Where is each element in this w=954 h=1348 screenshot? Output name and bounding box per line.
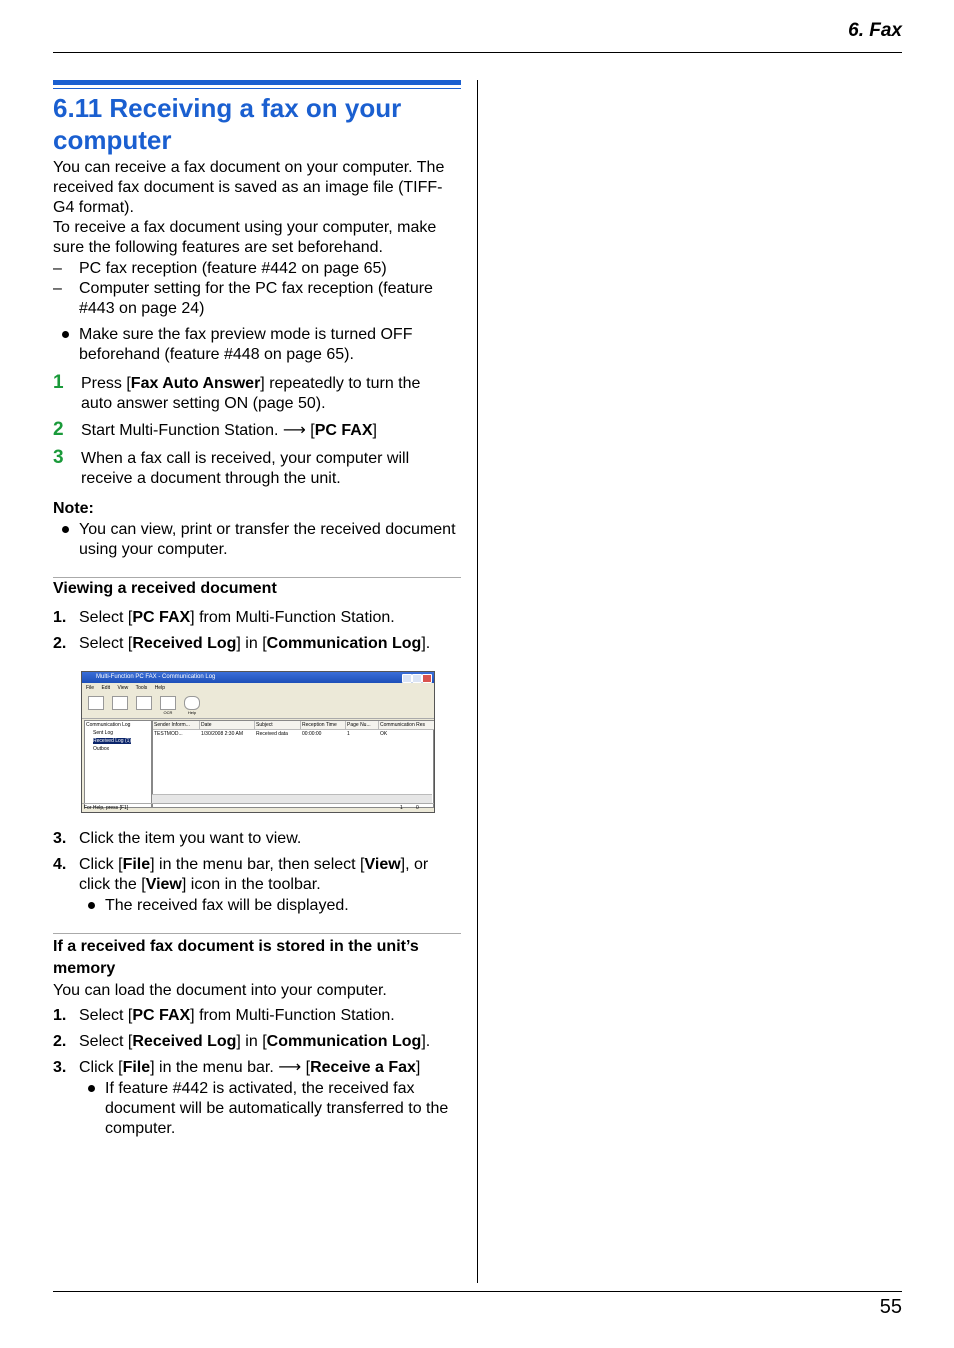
bullet [88, 1085, 95, 1092]
intro-paragraph: You can receive a fax document on your computer. The received fax document is saved as an image file (TIFF- G4 format). To receive a fax document using your computer, make sure the following features are set beforehand. [53, 159, 445, 256]
memory-result: If feature #442 is activated, the received fax document will be automatically transferred to the computer. [105, 1080, 449, 1137]
minimize-icon [402, 674, 412, 683]
section-rule [53, 577, 461, 578]
note-text: You can view, print or transfer the received document using your computer. [79, 521, 456, 558]
memory-step-3: Click [File] in the menu bar. ⟶ [Receive a Fax] [79, 1059, 421, 1076]
viewing-step-4: Click [File] in the menu bar, then select [View], or click the [View] icon in the toolbar. [79, 856, 429, 893]
step-2: Start Multi-Function Station. ⟶ [PC FAX] [81, 422, 377, 439]
list-number: 2. [53, 635, 67, 652]
window-titlebar: Multi-Function PC FAX - Communication Log [82, 672, 434, 683]
ocr-icon: OCR [158, 696, 178, 716]
viewing-step-1: Select [PC FAX] from Multi-Function Station. [79, 609, 395, 626]
horizontal-scrollbar [152, 794, 432, 803]
arrow-icon: ⟶ [282, 422, 306, 439]
step-1: Press [Fax Auto Answer] repeatedly to turn the auto answer setting ON (page 50). [81, 375, 421, 412]
arrow-icon: ⟶ [278, 1059, 302, 1076]
toolbar [82, 694, 434, 719]
heading-line [53, 88, 461, 89]
page-number: 55 [879, 1296, 902, 1318]
memory-title: If a received fax document is stored in the unit’s memory [53, 938, 419, 977]
memory-step-2: Select [Received Log] in [Communication Log]. [79, 1033, 431, 1050]
list-number: 1. [53, 609, 67, 626]
footer-rule [53, 1291, 902, 1292]
menu-file: File [86, 685, 95, 691]
requirement-1: PC fax reception (feature #442 on page 65) [79, 260, 387, 277]
menu-view: View [117, 685, 129, 691]
key-fax-auto-answer: Fax Auto Answer [130, 375, 261, 392]
note-title: Note: [53, 500, 94, 517]
requirement-2: Computer setting for the PC fax reception (feature #443 on page 24) [79, 280, 433, 317]
delete-icon [134, 696, 154, 716]
help-icon: Help [182, 696, 202, 716]
dash-marker: – [53, 280, 62, 297]
log-table: Sender Inform... Date Subject Reception Time Page Nu... Communication Res TESTMOD... 1/30/2008 2:30 AM Received data 00:00:00 1 OK [152, 720, 434, 808]
list-number: 2. [53, 1033, 67, 1050]
menu-tools: Tools [135, 685, 148, 691]
dash-marker: – [53, 260, 62, 277]
step-3: When a fax call is received, your computer will receive a document through the unit. [81, 450, 410, 487]
view-icon [86, 696, 106, 716]
menu-help: Help [154, 685, 165, 691]
maximize-icon [412, 674, 422, 683]
column-divider [477, 80, 478, 1283]
menu-edit: Edit [101, 685, 111, 691]
section-header: 6. Fax [848, 20, 902, 41]
step-number: 2 [53, 419, 64, 440]
step-number: 1 [53, 372, 64, 393]
list-number: 4. [53, 856, 67, 873]
section-rule [53, 933, 461, 934]
heading-bar [53, 80, 461, 85]
viewing-result: The received fax will be displayed. [105, 897, 349, 914]
bullet [62, 331, 69, 338]
preview-mode-note: Make sure the fax preview mode is turned OFF beforehand (feature #448 on page 65). [79, 326, 413, 363]
bullet [88, 902, 95, 909]
viewing-step-2: Select [Received Log] in [Communication Log]. [79, 635, 431, 652]
step-number: 3 [53, 447, 64, 468]
header-rule [53, 52, 902, 53]
memory-intro: You can load the document into your computer. [53, 982, 387, 999]
print-icon [110, 696, 130, 716]
log-tree: Communication Log Sent Log Received Log (1) Outbox [84, 720, 152, 808]
memory-step-1: Select [PC FAX] from Multi-Function Station. [79, 1007, 395, 1024]
list-number: 3. [53, 830, 67, 847]
list-number: 1. [53, 1007, 67, 1024]
page-title: 6.11 Receiving a fax on your computer [53, 93, 402, 155]
close-icon [422, 674, 432, 683]
list-number: 3. [53, 1059, 67, 1076]
bullet [62, 526, 69, 533]
viewing-step-3: Click the item you want to view. [79, 830, 302, 847]
communication-log-screenshot [81, 671, 435, 813]
viewing-title: Viewing a received document [53, 580, 277, 597]
status-bar: For Help, press [F1] 1 0 [82, 803, 434, 813]
menu-bar [82, 684, 434, 693]
